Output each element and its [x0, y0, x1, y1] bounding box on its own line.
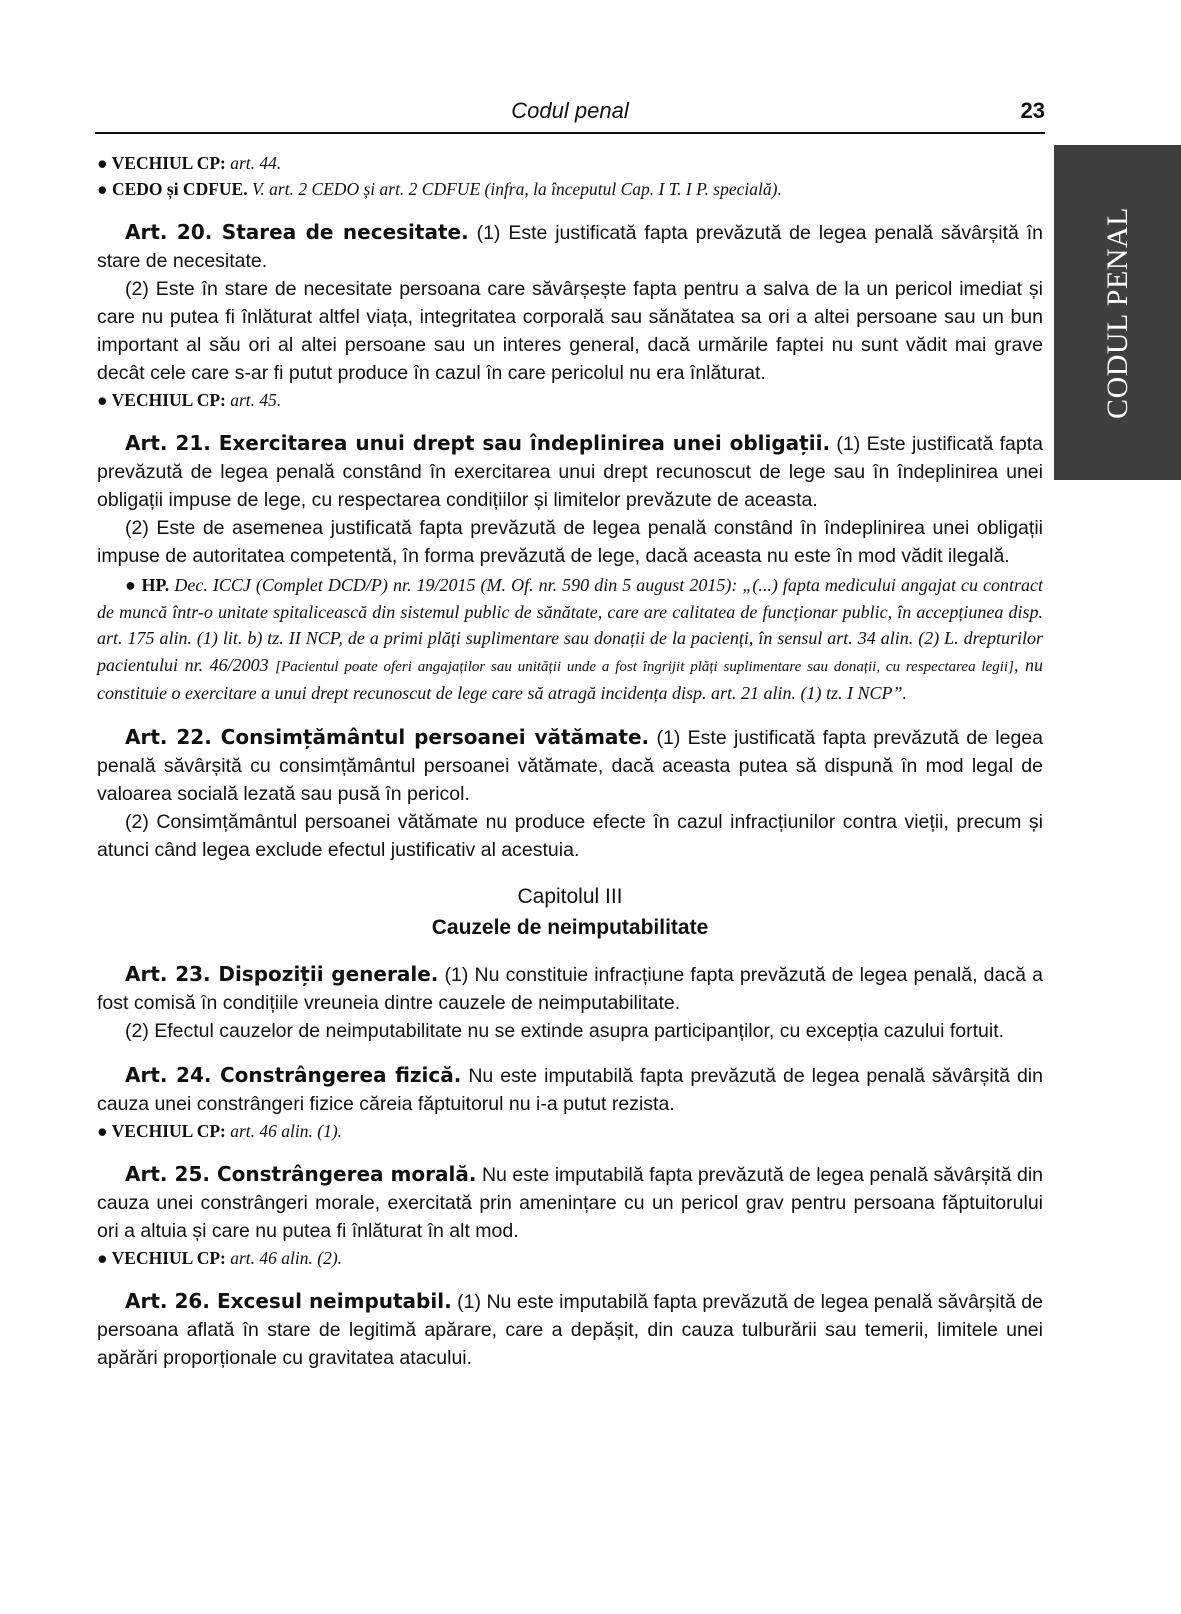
note-ref: V. art. 2 CEDO și art. 2 CDFUE (infra, la începutul Cap. I T. I P. specială).: [251, 179, 782, 199]
article-paragraph: [97, 218, 1043, 275]
article-23: [97, 960, 1043, 1045]
note-tag: ● VECHIUL CP:: [97, 390, 226, 410]
side-tab-label: CODUL PENAL: [1100, 206, 1134, 419]
article-paragraph: [97, 723, 1043, 808]
note-tag: ● VECHIUL CP:: [97, 153, 226, 173]
chapter-heading: [97, 882, 1043, 944]
hp-bracket-text: [Pacientul poate oferi angajaților sau unității unde a fost îngrijit plăți suplimentare sau donații, cu respectarea legii]: [275, 658, 1014, 675]
note-old-code: [97, 387, 1043, 413]
article-20: [97, 218, 1043, 413]
article-25: [97, 1160, 1043, 1271]
jurisprudence-note: [97, 572, 1043, 707]
article-paragraph: [97, 960, 1043, 1017]
note-ref: art. 46 alin. (1).: [230, 1120, 343, 1141]
note-old-code: [97, 1245, 1043, 1271]
paragraph-text: (1) Nu este imputabilă fapta prevăzută de legea penală săvârșită de persoana aflată în stare de legitimă apărare, care a depășit, din cauza tulburării sau temerii, limitele unei apărări proporționale cu gravitatea atacului.: [97, 1290, 1043, 1369]
article-paragraph: [97, 1160, 1043, 1245]
note-tag: ● VECHIUL CP:: [97, 1247, 226, 1268]
hp-end-text: , nu constituie o exercitare a unui drept recunoscut de lege care să atragă incidența disp. art. 21 alin. (1) tz. I NCP”.: [97, 654, 1044, 703]
article-paragraph: [97, 1287, 1043, 1372]
paragraph-text: (1) Este justificată fapta prevăzută de legea penală constând în exercitarea unui drept recunoscut de lege sau în îndeplinirea unei obligații impuse de lege, cu respectarea condițiilor și limitelor prevăzute de aceasta.: [97, 433, 1043, 511]
article-paragraph: (2) Consimțământul persoanei vătămate nu produce efecte în cazul infracțiunilor contra vieții, precum și atunci când legea exclude efectul justificativ al acestuia.: [97, 810, 1043, 861]
article-title: Art. 26. Excesul neimputabil.: [125, 1288, 452, 1313]
note-old-code: [97, 1118, 1043, 1144]
article-title: Art. 20. Starea de necesitate.: [125, 220, 469, 244]
paragraph-text: (1) Este justificată fapta prevăzută de legea penală săvârșită în stare de necesitate.: [97, 222, 1043, 272]
side-tab: [1054, 145, 1181, 480]
chapter-label: Capitolul III: [517, 884, 623, 908]
page-header: [95, 96, 1045, 134]
note-ref: art. 44.: [230, 153, 282, 173]
paragraph-text: (1) Nu constituie infracțiune fapta prevăzută de legea penală, dacă a fost comisă în condițiile vreuneia dintre cauzele de neimputabilitate.: [97, 963, 1043, 1014]
article-title: Art. 24. Constrângerea fizică.: [125, 1062, 462, 1087]
note-cedo: [97, 176, 1043, 202]
running-title: Codul penal: [511, 98, 629, 123]
note-ref: art. 46 alin. (2).: [230, 1247, 343, 1268]
note-tag: ● CEDO și CDFUE.: [97, 179, 248, 199]
article-paragraph: (2) Efectul cauzelor de neimputabilitate nu se extinde asupra participanților, cu excepția cazului fortuit.: [125, 1019, 1005, 1042]
paragraph-text: (1) Este justificată fapta prevăzută de legea penală săvârșită cu consimțământul persoanei vătămate, dacă aceasta putea să dispună în mod legal de valoarea socială lezată sau pusă în pericol.: [97, 726, 1043, 805]
paragraph-text: Nu este imputabilă fapta prevăzută de legea penală săvârșită din cauza unei constrângeri morale, exercitată prin amenințare cu un pericol grav pentru persoana făptuitorului ori a altuia și care nu putea fi înlăturat în alt mod.: [97, 1163, 1043, 1242]
note-old-code: [97, 150, 1043, 176]
chapter-title: Cauzele de neimputabilitate: [431, 915, 709, 939]
article-paragraph: (2) Este în stare de necesitate persoana care săvârșește fapta pentru a salva de la un pericol imediat și care nu putea fi înlăturat altfel viața, integritatea corporală sau sănătatea sa ori a altei persoane sau un bun important al său ori al altei persoane sau un interes general, dacă urmările faptei nu sunt vădit mai grave decât cele care s-ar fi putut produce în cazul în care pericolul nu era înlăturat.: [97, 278, 1043, 384]
article-paragraph: (2) Este de asemenea justificată fapta prevăzută de legea penală constând în îndeplinirea unei obligații impuse de autoritatea competentă, în forma prevăzută de lege, dacă aceasta nu este în mod vădit ilegală.: [97, 517, 1043, 567]
article-title: Art. 23. Dispoziții generale.: [125, 961, 439, 986]
note-tag: ● HP.: [125, 575, 170, 595]
page-body: [97, 150, 1043, 1372]
note-ref: art. 45.: [230, 390, 282, 410]
article-26: [97, 1287, 1043, 1372]
page-number: 23: [1020, 98, 1045, 123]
article-21: [97, 429, 1043, 707]
article-title: Art. 22. Consimțământul persoanei vătămate.: [125, 724, 650, 749]
article-22: [97, 723, 1043, 864]
article-paragraph: [97, 429, 1043, 514]
article-24: [97, 1061, 1043, 1144]
article-title: Art. 21. Exercitarea unui drept sau îndeplinirea unei obligații.: [125, 431, 831, 455]
paragraph-text: Nu este imputabilă fapta prevăzută de legea penală săvârșită din cauza unei constrângeri fizice căreia făptuitorul nu i-a putut rezista.: [97, 1064, 1043, 1115]
article-title: Art. 25. Constrângerea morală.: [125, 1161, 477, 1186]
hp-text: Dec. ICCJ (Complet DCD/P) nr. 19/2015 (M. Of. nr. 590 din 5 august 2015): „(...) fapta medicului angajat cu contract de muncă într-o unitate spitalicească din sistemul public de sănătate, care are calitatea de funcționar public, în accepțiunea disp. art. 175 alin. (1) lit. b) tz. II NCP, de a primi plăți suplimentare sau donații de la pacienți, în sensul art. 34 alin. (2) L. drepturilor pacientului nr. 46/2003: [97, 575, 1044, 675]
article-paragraph: [97, 1061, 1043, 1118]
note-tag: ● VECHIUL CP:: [97, 1120, 226, 1141]
